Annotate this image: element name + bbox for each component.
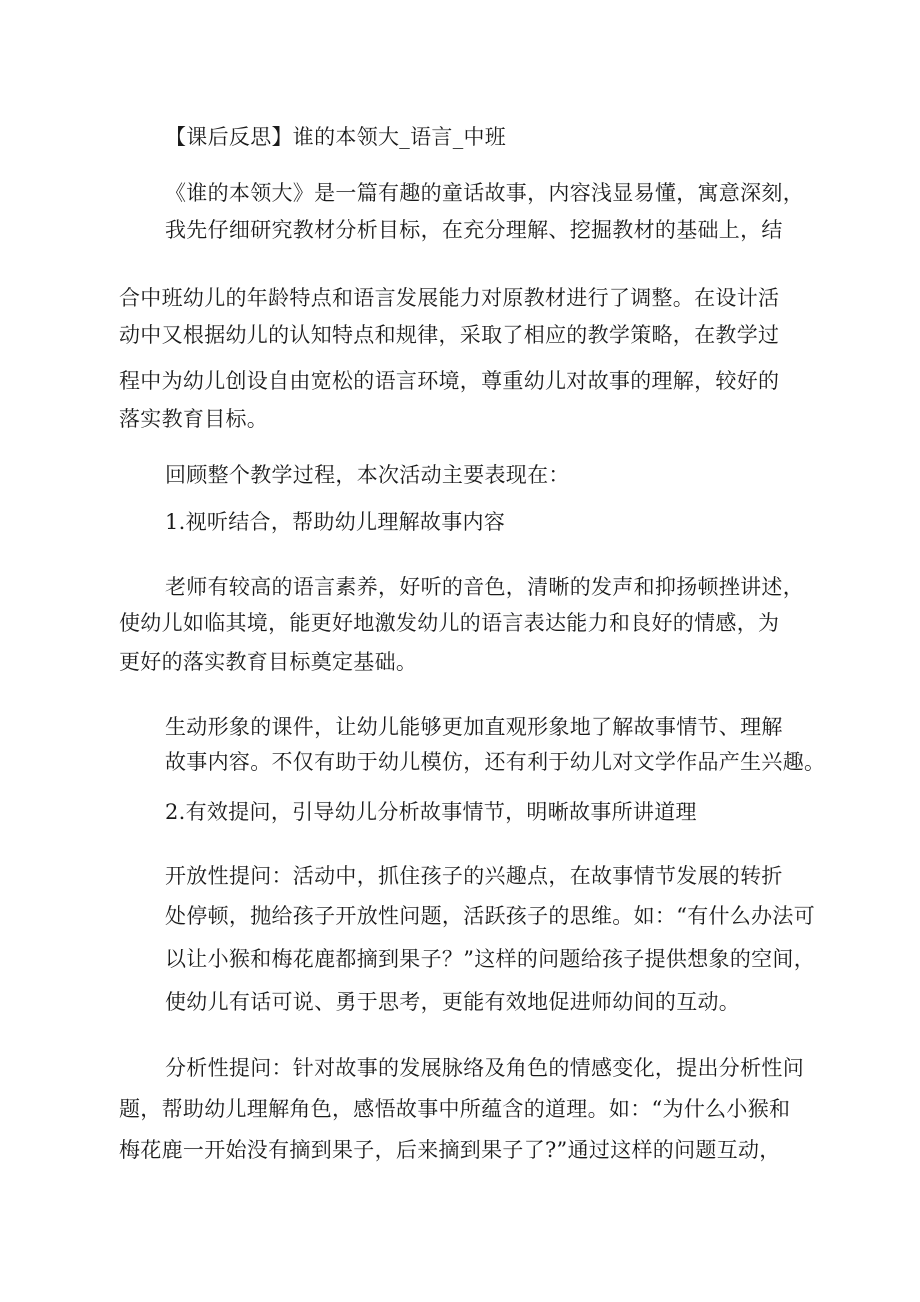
paragraph-3-line-3: 更好的落实教育目标奠定基础。 (119, 650, 418, 674)
paragraph-3-line-1: 老师有较高的语言素养，好听的音色，清晰的发声和抑扬顿挫讲述， (165, 575, 804, 599)
paragraph-5-line-3: 以让小猴和梅花鹿都摘到果子？”这样的问题给孩子提供想象的空间， (165, 947, 816, 971)
paragraph-5-line-2: 处停顿，抛给孩子开放性问题，活跃孩子的思维。如：“有什么办法可 (165, 904, 816, 928)
paragraph-5-line-1: 开放性提问：活动中，抓住孩子的兴趣点，在故事情节发展的转折 (165, 864, 783, 888)
paragraph-2-line-1: 回顾整个教学过程，本次活动主要表现在： (165, 463, 570, 487)
paragraph-6-line-2: 题，帮助幼儿理解角色，感悟故事中所蕴含的道理。如：“为什么小猴和 (119, 1097, 791, 1121)
paragraph-5-line-4: 使幼儿有话可说、勇于思考，更能有效地促进师幼间的互动。 (165, 990, 741, 1014)
section-heading-1: 1.视听结合，帮助幼儿理解故事内容 (165, 510, 506, 534)
document-title: 【课后反思】谁的本领大_语言_中班 (165, 125, 507, 149)
paragraph-1-line-5: 程中为幼儿创设自由宽松的语言环境，尊重幼儿对故事的理解，较好的 (119, 369, 780, 393)
paragraph-1-line-1: 《谁的本领大》是一篇有趣的童话故事，内容浅显易懂，寓意深刻， (165, 181, 804, 205)
paragraph-6-line-3: 梅花鹿一开始没有摘到果子，后来摘到果子了?”通过这样的问题互动， (119, 1138, 781, 1162)
paragraph-1-line-2: 我先仔细研究教材分析目标，在充分理解、挖掘教材的基础上，结 (165, 218, 783, 242)
section-heading-2: 2.有效提问，引导幼儿分析故事情节，明晰故事所讲道理 (165, 800, 697, 824)
paragraph-3-line-2: 使幼儿如临其境，能更好地激发幼儿的语言表达能力和良好的情感，为 (119, 611, 780, 635)
paragraph-4-line-2: 故事内容。不仅有助于幼儿模仿，还有利于幼儿对文学作品产生兴趣。 (165, 750, 826, 774)
paragraph-4-line-1: 生动形象的课件，让幼儿能够更加直观形象地了解故事情节、理解 (165, 715, 783, 739)
paragraph-1-line-6: 落实教育目标。 (119, 407, 269, 431)
paragraph-6-line-1: 分析性提问：针对故事的发展脉络及角色的情感变化，提出分析性问 (165, 1056, 804, 1080)
paragraph-1-line-3: 合中班幼儿的年龄特点和语言发展能力对原教材进行了调整。在设计活 (119, 286, 780, 310)
paragraph-1-line-4: 动中又根据幼儿的认知特点和规律，采取了相应的教学策略，在教学过 (119, 323, 780, 347)
